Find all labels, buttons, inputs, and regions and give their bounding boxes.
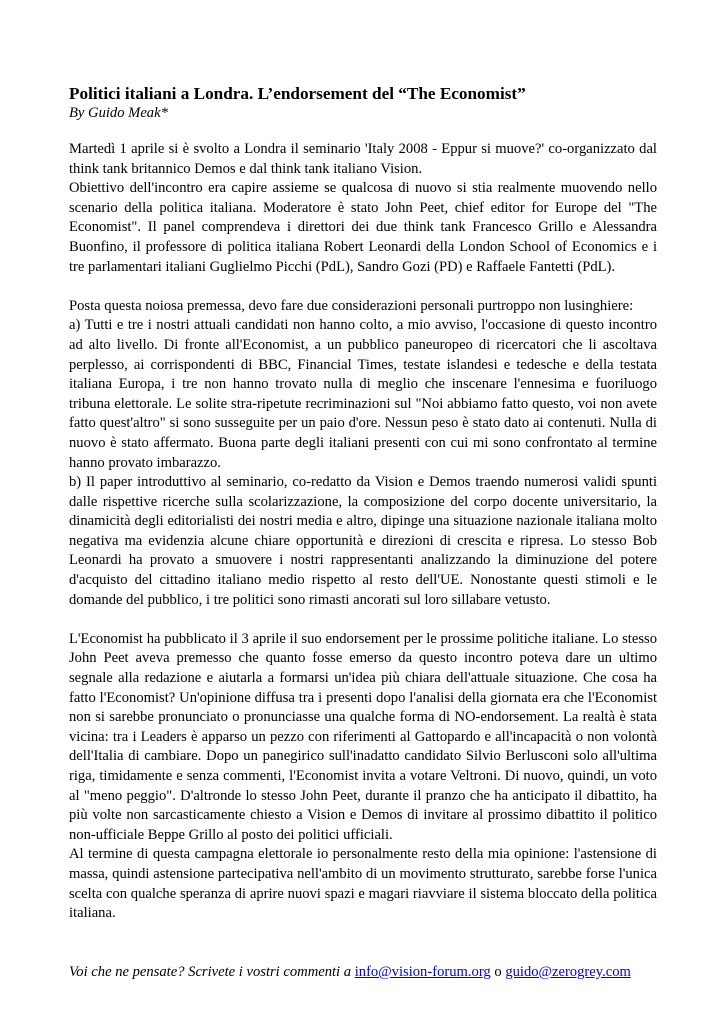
spacer xyxy=(69,924,657,963)
paragraph-intro: Martedì 1 aprile si è svolto a Londra il seminario 'Italy 2008 - Eppur si muove?' co-organizzato dal think tank britannico Demos e dal think tank italiano Vision. xyxy=(69,141,657,177)
footer-comment-prompt xyxy=(69,963,657,983)
footer-separator: o xyxy=(490,963,506,980)
email-link-vision-forum[interactable]: info@vision-forum.org xyxy=(354,963,491,980)
spacer xyxy=(69,277,657,297)
document-page xyxy=(69,84,657,982)
paragraph-conclusion: Al termine di questa campagna elettorale io personalmente resto della mia opinione: l'astensione di massa, quindi astensione partecipativa nell'ambito di un movimento strutturato, sarebbe forse l'unica scelta con qualche speranza di aprire nuovi spazi e magari riavviare il sistema bloccato della politica italiana. xyxy=(69,846,657,922)
paragraph-economist: L'Economist ha pubblicato il 3 aprile il suo endorsement per le prossime politiche italiane. Lo stesso John Peet aveva premesso che quanto fosse emerso da questo incontro poteva dare un ultimo segnale alla redazione e aiutarla a formarsi un'idea più chiara dell'attuale situazione. Che cosa ha fatto l'Economist? Un'opinione diffusa tra i presenti dopo l'analisi della giornata era che l'Economist non si sarebbe pronunciato o pronunciasse una qualche forma di NO-endorsement. La realtà è stata vicina: tra i Leaders è apparso un pezzo con riferimenti al Gattopardo e all'incapacità o non volontà dell'Italia di cambiare. Dopo un panegirico sull'inadatto candidato Silvio Berlusconi solo all'ultima riga, timidamente e senza commenti, l'Economist invita a votare Veltroni. Di nuovo, quindi, un voto al "meno peggio". D'altronde lo stesso John Peet, durante il pranzo che ha anticipato il dibattito, ha più volte non sarcasticamente chiesto a Vision e Demos di invitare al prossimo dibattito il politico non-ufficiale Beppe Grillo al posto dei politici ufficiali. xyxy=(69,630,657,843)
article-title: Politici italiani a Londra. L’endorsement del “The Economist” xyxy=(69,84,526,103)
article-byline: By Guido Meak* xyxy=(69,105,168,121)
footer-prompt-text: Voi che ne pensate? Scrivete i vostri commenti a xyxy=(69,963,355,980)
paragraph-objective: Obiettivo dell'incontro era capire assieme se qualcosa di nuovo si stia realmente muovendo nello scenario della politica italiana. Moderatore è stato John Peet, chief editor for Europe del "The Economist". Il panel comprendeva i direttori dei due think tank Francesco Grillo e Alessandra Buonfino, il professore di politica italiana Robert Leonardi della London School of Economics e i tre parlamentari italiani Guglielmo Picchi (PdL), Sandro Gozi (PD) e Raffaele Fantetti (PdL). xyxy=(69,180,657,275)
paragraph-premise: Posta questa noiosa premessa, devo fare due considerazioni personali purtroppo non lusinghiere: xyxy=(69,297,634,314)
paragraph-point-a: a) Tutti e tre i nostri attuali candidati non hanno colto, a mio avviso, l'occasione di questo incontro ad alto livello. Di fronte all'Economist, a un pubblico paneuropeo di ricercatori che li ascoltava perplesso, ai corrispondenti di BBC, Financial Times, testate islandesi e tedesche e della testata italiana Europa, i tre non hanno trovato nulla di meglio che inscenare l'ennesima e fuoriluogo tribuna elettorale. Le solite stra-ripetute recriminazioni sul "Noi abbiamo fatto questo, voi non avete fatto quest'altro" si sono susseguite per un paio d'ore. Nessun peso è stato dato ai contenuti. Nulla di nuovo è stato affermato. Buona parte degli italiani presenti con cui mi sono confrontato al termine hanno provato imbarazzo. xyxy=(69,317,657,471)
spacer xyxy=(69,610,657,630)
paragraph-point-b: b) Il paper introduttivo al seminario, co-redatto da Vision e Demos traendo numerosi validi spunti dalle rispettive ricerche sulla scolarizzazione, la composizione del corpo docente universitario, la dinamicità degli editorialisti dei nostri media e altro, dipinge una situazione nazionale italiana molto negativa ma evidenzia alcune chiare opportunità e direzioni di crescita e ripresa. Lo stesso Bob Leonardi ha provato a smuovere i nostri rappresentanti analizzando la diminuzione del potere d'acquisto del cittadino italiano medio rispetto al resto dell'UE. Nonostante questi stimoli e le domande del pubblico, i tre politici sono rimasti ancorati sul loro sillabare vetusto. xyxy=(69,474,657,608)
email-link-zerogrey[interactable]: guido@zerogrey.com xyxy=(505,963,631,980)
